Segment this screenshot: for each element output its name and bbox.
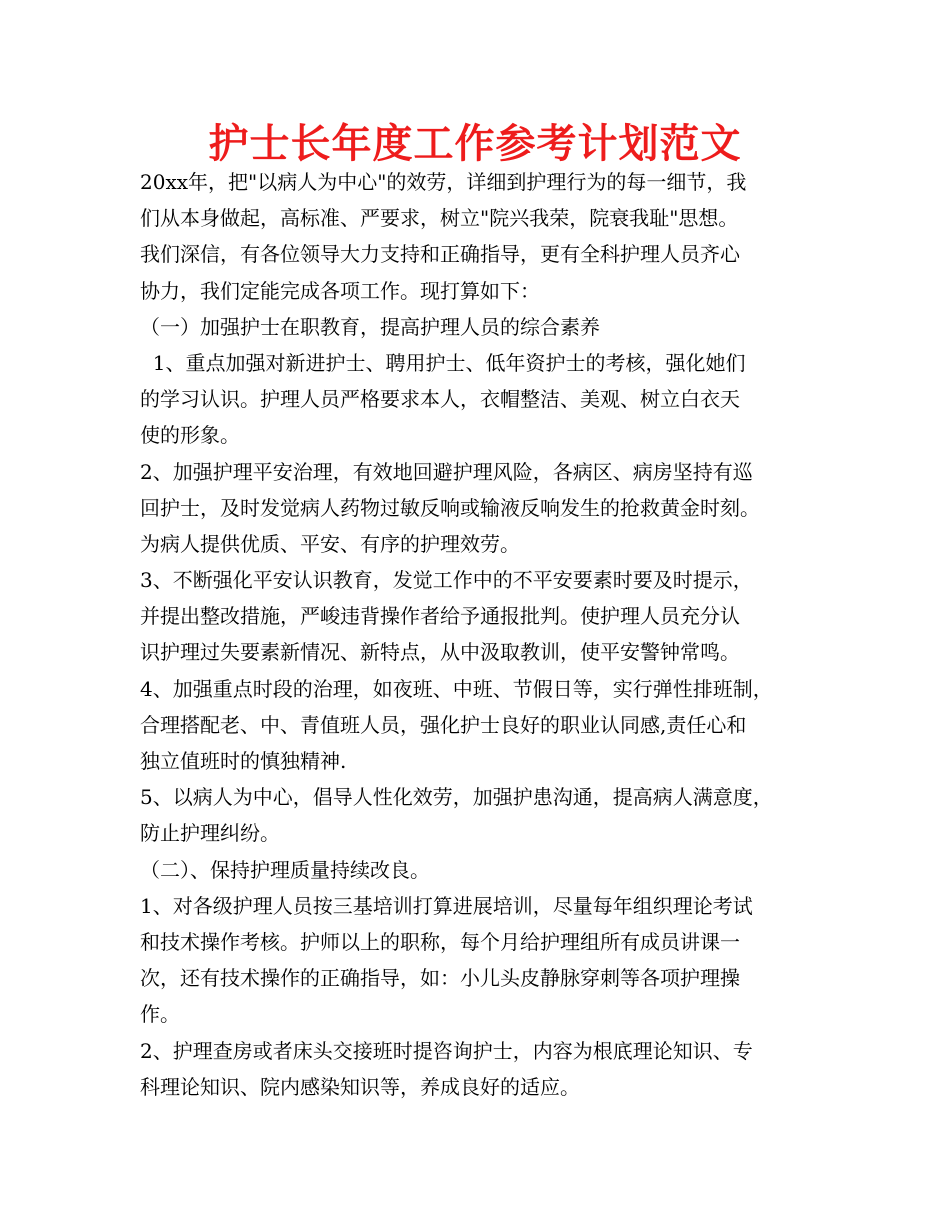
document-title: 护士长年度工作参考计划范文 [208,121,742,167]
body-line: 的学习认识。护理人员严格要求本人，衣帽整洁、美观、树立白衣天 [140,387,740,412]
body-line: 识护理过失要素新情况、新特点，从中汲取教训，使平安警钟常鸣。 [140,640,740,665]
body-line: 20xx年，把"以病人为中心"的效劳，详细到护理行为的每一细节，我 [140,170,747,194]
body-line: 协力，我们定能完成各项工作。现打算如下： [140,278,540,303]
document-body [140,164,830,1105]
body-line: 作。 [140,1002,180,1027]
body-line: 并提出整改措施，严峻违背操作者给予通报批判。使护理人员充分认 [140,604,740,629]
body-line: 2、护理查房或者床头交接班时提咨询护士，内容为根底理论知识、专 [140,1038,753,1063]
body-line: 防止护理纠纷。 [140,821,280,846]
body-line: （一）加强护士在职教育，提高护理人员的综合素养 [140,314,600,339]
body-line: 4、加强重点时段的治理，如夜班、中班、节假日等，实行弹性排班制， [140,676,773,701]
body-line: 和技术操作考核。护师以上的职称，每个月给护理组所有成员讲课一 [140,929,740,954]
body-line: 1、重点加强对新进护士、聘用护士、低年资护士的考核，强化她们 [140,350,746,375]
body-line: 2、加强护理平安治理，有效地回避护理风险，各病区、病房坚持有巡 [140,459,753,484]
body-line: 独立值班时的慎独精神. [140,749,347,773]
body-line: 们从本身做起，高标准、严要求，树立"院兴我荣，院衰我耻"思想。 [140,206,739,231]
body-line: 3、不断强化平安认识教育，发觉工作中的不平安要素时要及时提示， [140,568,753,593]
body-line: 合理搭配老、中、青值班人员，强化护士良好的职业认同感,责任心和 [140,712,747,737]
body-line: 我们深信，有各位领导大力支持和正确指导，更有全科护理人员齐心 [140,242,740,267]
body-line: 回护士，及时发觉病人药物过敏反响或输液反响发生的抢救黄金时刻。 [140,495,760,520]
body-line: 1、对各级护理人员按三基培训打算进展培训，尽量每年组织理论考试 [140,893,753,918]
body-line: （二）、保持护理质量持续改良。 [140,857,430,882]
body-line: 次，还有技术操作的正确指导，如：小儿头皮静脉穿刺等各项护理操 [140,966,740,991]
body-line: 5、以病人为中心，倡导人性化效劳，加强护患沟通，提高病人满意度， [140,785,773,810]
body-line: 为病人提供优质、平安、有序的护理效劳。 [140,531,520,556]
body-line: 科理论知识、院内感染知识等，养成良好的适应。 [140,1074,580,1099]
body-line: 使的形象。 [140,423,240,448]
